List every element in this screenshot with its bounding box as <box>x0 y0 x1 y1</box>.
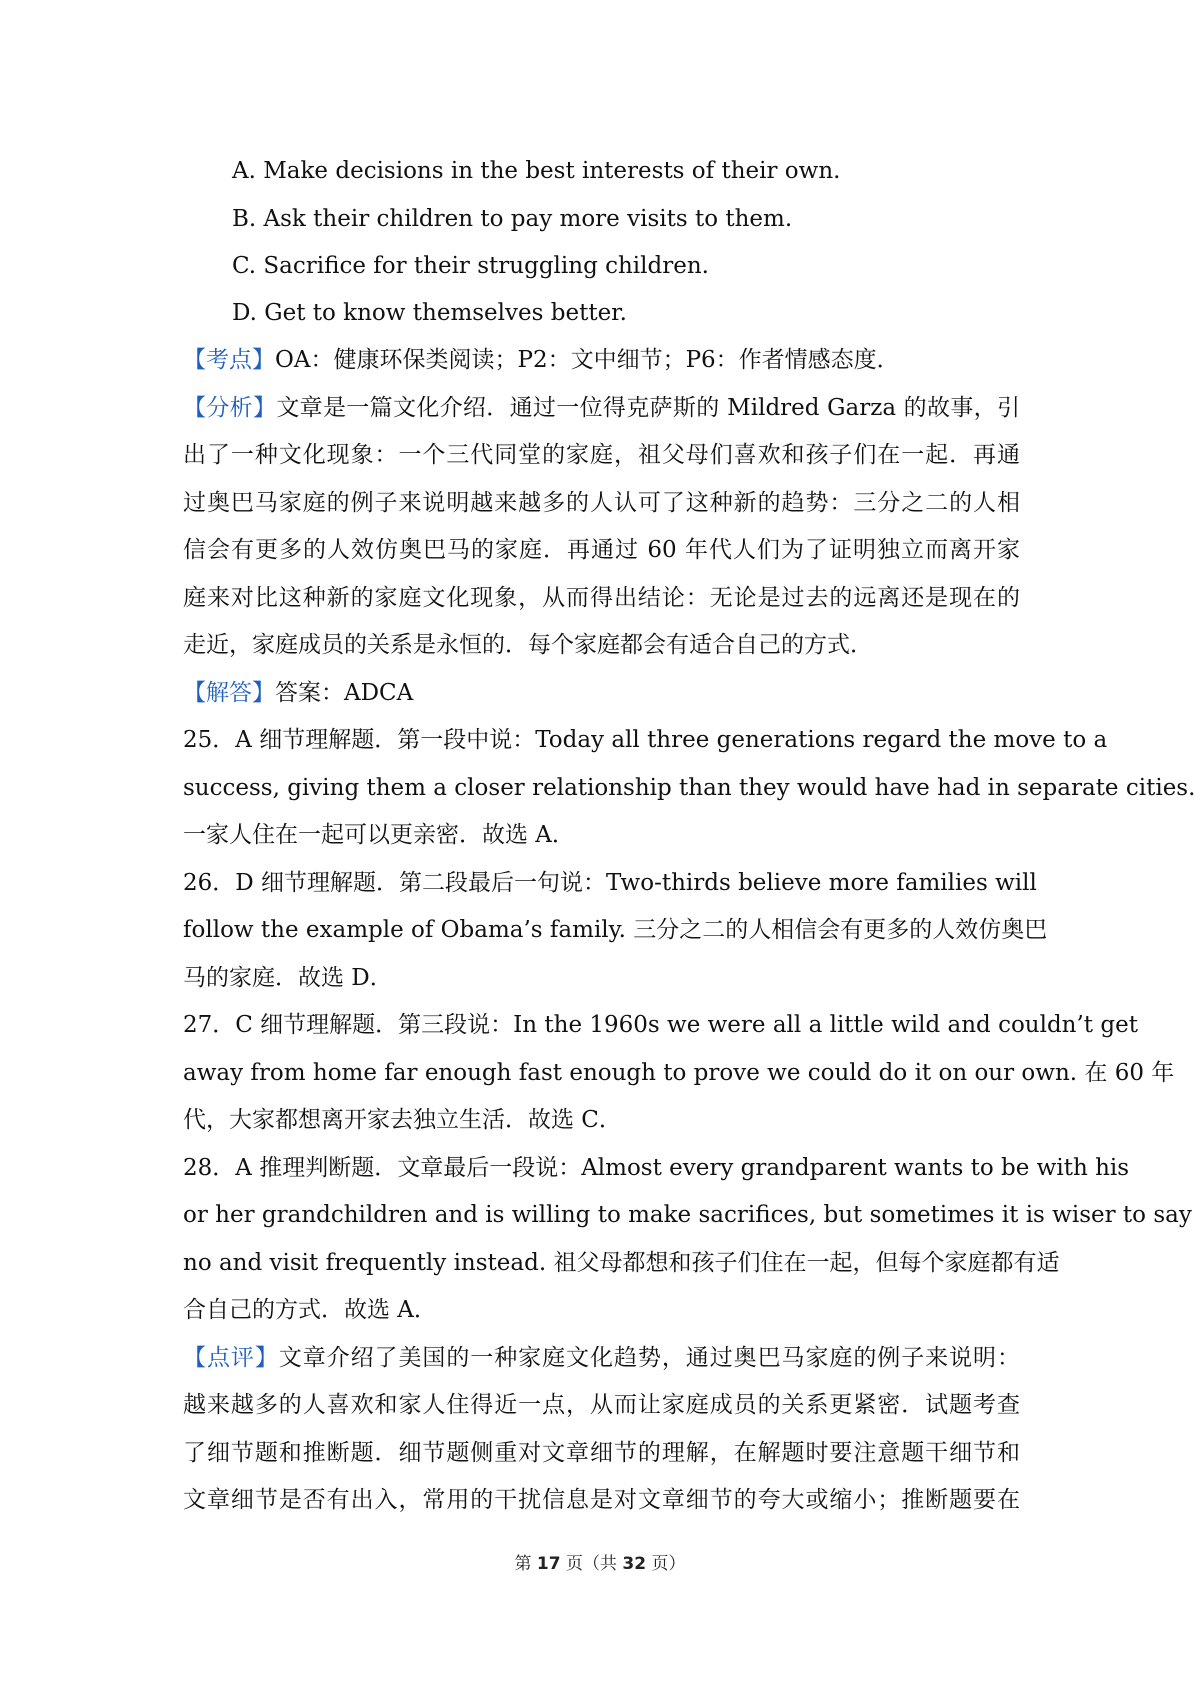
page-total: 32 <box>622 1554 647 1574</box>
fenxi-tag: 【分析】 <box>183 395 277 421</box>
dianping-line-3: 了细节题和推断题．细节题侧重对文章细节的理解，在解题时要注意题干细节和 <box>183 1440 1020 1466</box>
answer-25-line-3: 一家人住在一起可以更亲密．故选 A． <box>183 822 575 848</box>
answer-26-line-3: 马的家庭．故选 D． <box>183 965 393 991</box>
jieda-line <box>183 678 413 708</box>
answer-26-line-2: follow the example of Obama’s family. 三分之二的人相信会有更多的人效仿奥巴 <box>183 917 1048 943</box>
fenxi-line-5: 庭来对比这种新的家庭文化现象，从而得出结论：无论是过去的远离还是现在的 <box>183 585 1020 611</box>
footer-prefix: 第 <box>514 1554 532 1574</box>
answer-27-line-3: 代，大家都想离开家去独立生活．故选 C． <box>183 1107 622 1133</box>
dianping-line-2: 越来越多的人喜欢和家人住得近一点，从而让家庭成员的关系更紧密．试题考查 <box>183 1392 1020 1418</box>
page-footer <box>0 1553 1200 1575</box>
answer-28-line-4: 合自己的方式．故选 A． <box>183 1297 437 1323</box>
dianping-line-4: 文章细节是否有出入，常用的干扰信息是对文章细节的夸大或缩小；推断题要在 <box>183 1487 1020 1513</box>
fenxi-text-1: 文章是一篇文化介绍．通过一位得克萨斯的 Mildred Garza 的故事，引 <box>276 395 1020 421</box>
footer-suffix: 页） <box>651 1554 686 1574</box>
fenxi-line-2: 出了一种文化现象：一个三代同堂的家庭，祖父母们喜欢和孩子们在一起．再通 <box>183 442 1020 468</box>
jieda-text: 答案：ADCA <box>275 680 414 706</box>
kaodian-text: OA：健康环保类阅读；P2：文中细节；P6：作者情感态度． <box>275 347 900 373</box>
fenxi-line-1 <box>183 393 1020 423</box>
option-d: D. Get to know themselves better. <box>232 300 627 326</box>
footer-middle: 页（共 <box>566 1554 617 1574</box>
option-a: A. Make decisions in the best interests of their own. <box>232 158 841 184</box>
option-c: C. Sacrifice for their struggling children. <box>232 253 709 279</box>
fenxi-line-4: 信会有更多的人效仿奥巴马的家庭．再通过 60 年代人们为了证明独立而离开家 <box>183 537 1020 563</box>
fenxi-line-3: 过奥巴马家庭的例子来说明越来越多的人认可了这种新的趋势：三分之二的人相 <box>183 490 1020 516</box>
page-number: 17 <box>536 1554 561 1574</box>
dianping-line-1 <box>183 1343 1020 1373</box>
dianping-tag: 【点评】 <box>183 1345 279 1371</box>
option-b: B. Ask their children to pay more visits to them. <box>232 206 793 232</box>
kaodian-tag: 【考点】 <box>183 347 275 373</box>
jieda-tag: 【解答】 <box>183 680 275 706</box>
answer-27-line-2: away from home far enough fast enough to prove we could do it on our own. 在 60 年 <box>183 1060 1175 1086</box>
kaodian-line <box>183 345 900 375</box>
fenxi-line-6: 走近，家庭成员的关系是永恒的．每个家庭都会有适合自己的方式． <box>183 632 873 658</box>
answer-25-line-1: 25．A 细节理解题．第一段中说：Today all three generations regard the move to a <box>183 727 1108 753</box>
dianping-text-1: 文章介绍了美国的一种家庭文化趋势，通过奥巴马家庭的例子来说明： <box>278 1345 1021 1371</box>
answer-25-line-2: success, giving them a closer relationship than they would have had in separate cities. <box>183 775 1196 801</box>
answer-28-line-1: 28．A 推理判断题．文章最后一段说：Almost every grandparent wants to be with his <box>183 1155 1130 1181</box>
answer-28-line-2: or her grandchildren and is willing to make sacrifices, but sometimes it is wiser to say <box>183 1202 1192 1228</box>
answer-27-line-1: 27．C 细节理解题．第三段说：In the 1960s we were all a little wild and couldn’t get <box>183 1012 1138 1038</box>
answer-26-line-1: 26．D 细节理解题．第二段最后一句说：Two-thirds believe more families will <box>183 870 1037 896</box>
answer-28-line-3: no and visit frequently instead. 祖父母都想和孩子们住在一起，但每个家庭都有适 <box>183 1250 1060 1276</box>
